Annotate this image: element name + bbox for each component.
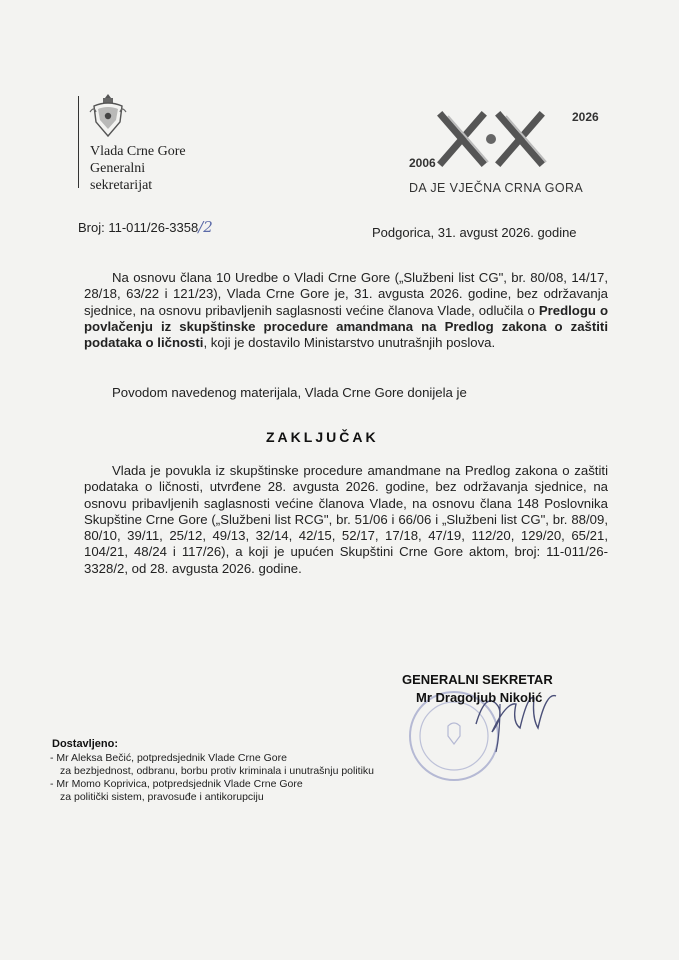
- org-line-3: sekretarijat: [90, 178, 153, 193]
- reference-number-handwritten: /2: [198, 218, 213, 236]
- org-line-2: Generalni: [90, 161, 146, 176]
- paragraph-conclusion: Vlada je povukla iz skupštinske procedure amandmane na Predlog zakona o zaštiti podataka o ličnosti, utvrđene 28. avgusta 2026. godine, bez održavanja sjednice, na osnovu pribavljenih saglasnosti većine članova Vlade, na osnovu člana 148 Poslovnika Skupštine Crne Gore („Službeni list RCG", br. 51/06 i 66/06 i „Službeni list CG", br. 88/09, 80/10, 39/11, 25/12, 49/13, 32/14, 42/15, 52/17, 17/18, 47/19, 112/20, 129/20, 65/21, 104/21, 48/24 i 117/26), a koji je upućen Skupštini Crne Gore aktom, broj: 11-011/26-3328/2, od 28. avgusta 2026. godine.: [84, 463, 608, 576]
- logo-slogan: DA JE VJEČNA CRNA GORA: [409, 181, 584, 195]
- distribution-list: [50, 752, 374, 804]
- distribution-item: - Mr Aleksa Bečić, potpredsjednik Vlade Crne Gore: [50, 752, 287, 764]
- signatory-name: Mr Dragoljub Nikolić: [416, 690, 543, 705]
- paragraph-intro: [84, 270, 608, 351]
- logo-year-start: 2006: [409, 156, 436, 170]
- signatory-title: GENERALNI SEKRETAR: [402, 672, 553, 687]
- distribution-item-detail: za bezbjednost, odbranu, borbu protiv kriminala i unutrašnju politiku: [60, 765, 375, 777]
- header-divider: [78, 96, 79, 188]
- paragraph-intro-bold: Predlogu o povlačenju iz skupštinske procedure amandmana na Predlog zakona o zaštiti podataka o ličnosti: [84, 302, 609, 351]
- paragraph-decision: Povodom navedenog materijala, Vlada Crne Gore donijela je: [112, 385, 467, 400]
- coat-of-arms-icon: [88, 92, 128, 138]
- paragraph-intro-b: , koji je dostavilo Ministarstvo unutrašnjih poslova.: [203, 335, 496, 351]
- reference-number: [78, 218, 213, 236]
- paragraph-intro-a: Na osnovu člana 10 Uredbe o Vladi Crne Gore („Službeni list CG", br. 80/08, 14/17, 28/18, 63/22 i 121/23), Vlada Crne Gore je, 31. avgusta 2026. godine, bez održavanja sjednice, na osnovu pribavljenih saglasnosti većine članova Vlade, odlučila o: [84, 270, 608, 318]
- distribution-title: Dostavljeno:: [52, 738, 119, 750]
- place-and-date: Podgorica, 31. avgust 2026. godine: [372, 225, 577, 240]
- organization-name: [90, 143, 186, 194]
- org-line-1: Vlada Crne Gore: [90, 144, 186, 159]
- distribution-item-detail: za politički sistem, pravosuđe i antikorupciju: [60, 791, 264, 803]
- reference-number-text: Broj: 11-011/26-3358: [78, 220, 199, 235]
- distribution-item: - Mr Momo Koprivica, potpredsjednik Vlade Crne Gore: [50, 778, 303, 790]
- logo-year-end: 2026: [572, 110, 599, 124]
- conclusion-heading: ZAKLJUČAK: [266, 429, 379, 445]
